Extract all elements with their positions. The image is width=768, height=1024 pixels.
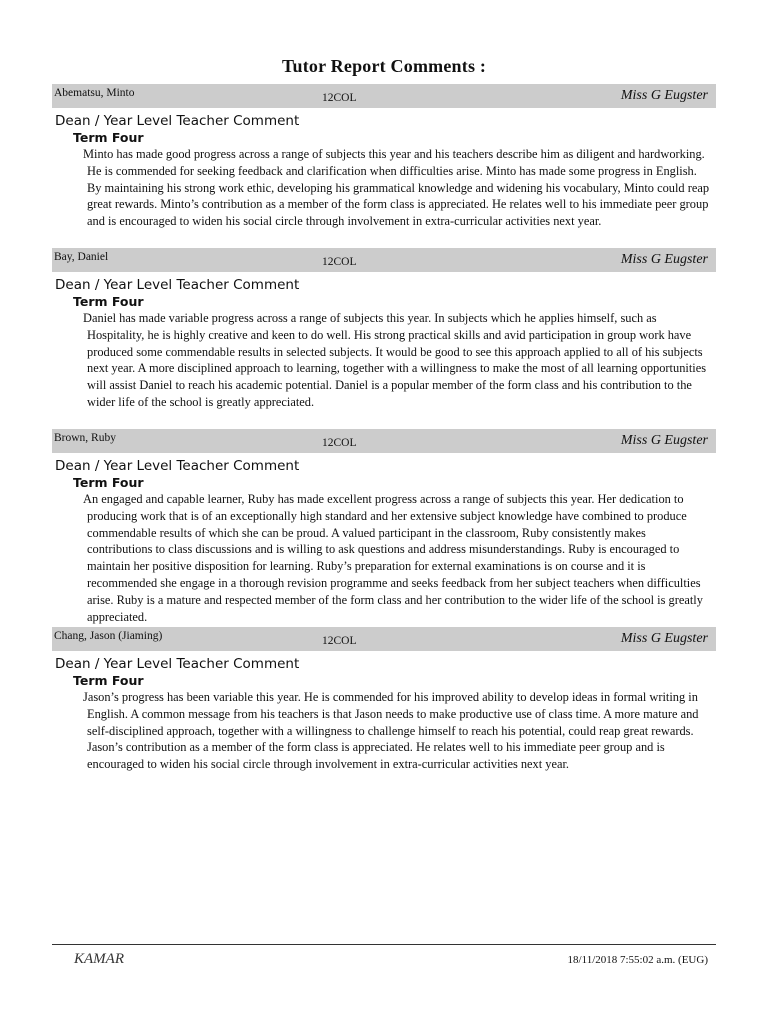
student-name: Bay, Daniel	[54, 251, 109, 263]
tutor-name: Miss G Eugster	[620, 433, 708, 448]
term-label: Term Four	[73, 673, 144, 688]
class-code: 12COL	[322, 92, 357, 104]
student-section	[52, 248, 716, 411]
class-code: 12COL	[322, 437, 357, 449]
student-header-bar	[52, 429, 716, 453]
student-header-bar	[52, 248, 716, 272]
footer-brand: KAMAR	[74, 951, 124, 967]
class-code: 12COL	[322, 635, 357, 647]
tutor-name: Miss G Eugster	[620, 252, 708, 267]
student-header-bar	[52, 84, 716, 108]
student-name: Chang, Jason (Jiaming)	[54, 630, 163, 642]
term-label: Term Four	[73, 130, 144, 145]
class-code: 12COL	[322, 256, 357, 268]
footer-timestamp: 18/11/2018 7:55:02 a.m. (EUG)	[567, 954, 708, 966]
tutor-name: Miss G Eugster	[620, 631, 708, 646]
student-name: Abematsu, Minto	[54, 87, 135, 99]
student-section	[52, 627, 716, 773]
comment-text: Jason’s progress has been variable this year. He is commended for his improved ability to develop ideas in formal writing in English. A common message from his teachers is that Jason needs to make productive use of class time. A more mature and self-disciplined approach, together with a willingness to challenge himself to reach his potential, could reap great rewards. Jason’s contribution as a member of the form class is appreciated. He relates well to his immediate peer group and is encouraged to widen his social circle through involvement in extra-curricular activities next year.	[83, 690, 699, 772]
tutor-name: Miss G Eugster	[620, 88, 708, 103]
comment-heading: Dean / Year Level Teacher Comment	[55, 113, 300, 129]
term-label: Term Four	[73, 294, 144, 309]
comment-heading: Dean / Year Level Teacher Comment	[55, 656, 300, 672]
student-header-bar	[52, 627, 716, 651]
report-title: Tutor Report Comments :	[281, 56, 487, 76]
comment-text: Daniel has made variable progress across a range of subjects this year. In subjects which he applies himself, such as Hospitality, he is highly creative and keen to do well. His strong practical skills and avid participation in group work have produced some commendable results in selected subjects. It would be good to see this approach applied to all of his subjects next year. A more disciplined approach to learning, together with a willingness to make the most of all learning opportunities will assist Daniel to reach his academic potential. Daniel is a popular member of the form class and his contribution to the wider life of the school is greatly appreciated.	[83, 311, 707, 409]
comment-heading: Dean / Year Level Teacher Comment	[55, 458, 300, 474]
student-section	[52, 84, 716, 230]
comment-heading: Dean / Year Level Teacher Comment	[55, 277, 300, 293]
student-name: Brown, Ruby	[54, 432, 116, 444]
comment-text: Minto has made good progress across a range of subjects this year and his teachers describe him as diligent and hardworking. He is commended for seeking feedback and clarification when difficulties arise. Minto has made some progress in English. By maintaining his strong work ethic, developing his grammatical knowledge and widening his vocabulary, Minto could reap great rewards. Minto’s contribution as a member of the form class is appreciated. He relates well to his immediate peer group and is encouraged to widen his social circle through involvement in extra-curricular activities next year.	[83, 147, 710, 229]
comment-text: An engaged and capable learner, Ruby has made excellent progress across a range of subjects this year. Her dedication to producing work that is of an exceptionally high standard and her extensive subject knowledge have combined to produce commendable results of which she can be proud. A valued participant in the classroom, Ruby consistently makes contributions to class discussions and is willing to ask questions and address misunderstandings. Ruby is encouraged to maintain her positive disposition for learning. Ruby’s preparation for external examinations is on course and it is recommended she engage in a thorough revision programme and seeks feedback from her subject teachers when difficulties arise. Ruby is a mature and respected member of the form class and her contribution to the wider life of the school is greatly appreciated.	[83, 492, 703, 624]
footer-divider	[52, 944, 716, 945]
term-label: Term Four	[73, 475, 144, 490]
student-section	[52, 429, 716, 625]
